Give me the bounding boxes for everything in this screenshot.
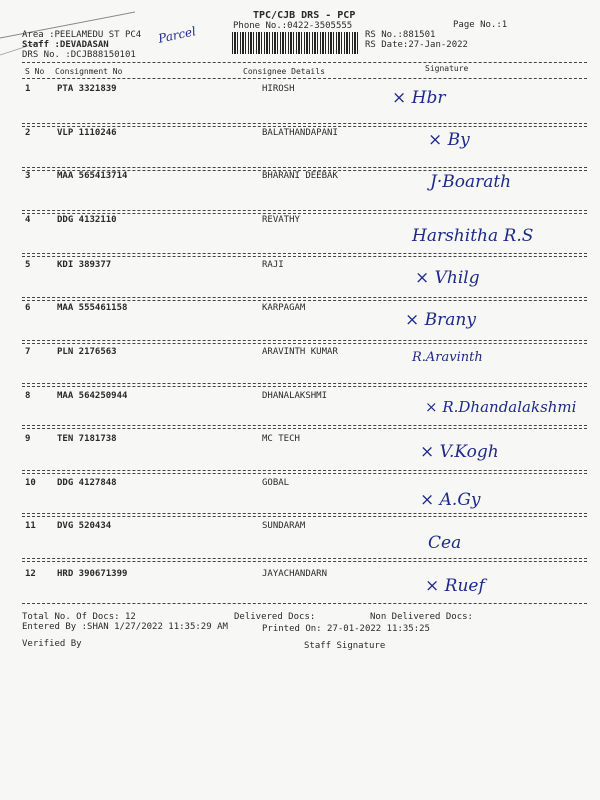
total-docs: Total No. Of Docs: 12 [22,612,136,622]
row-signature: J·Boarath [430,172,512,192]
row-signature: × Brany [405,310,476,330]
row-divider [22,425,587,426]
row-consignment: VLP 1110246 [57,128,117,138]
table-row [0,84,600,94]
area-field: Area :PEELAMEDU ST PC4 [22,30,142,40]
row-consignment: PLN 2176563 [57,347,117,357]
row-sno: 1 [25,84,31,94]
table-row [0,347,600,357]
row-consignment: TEN 7181738 [57,434,117,444]
row-consignment: KDI 389377 [57,260,112,270]
rs-date: RS Date:27-Jan-2022 [365,40,468,50]
handwritten-note: Parcel [156,24,198,46]
table-bottom-divider [22,603,587,604]
col-consignee: Consignee Details [243,67,325,76]
row-sno: 2 [25,128,31,138]
row-consignee: KARPAGAM [262,303,306,313]
table-row [0,434,600,444]
row-sno: 6 [25,303,31,313]
row-divider [22,210,587,211]
row-signature: R.Aravinth [412,350,483,365]
row-consignment: DDG 4132110 [57,215,117,225]
row-divider [22,123,587,124]
table-row [0,521,600,531]
rs-number: RS No.:881501 [365,30,436,40]
delivered-docs: Delivered Docs: [234,612,316,622]
row-sno: 11 [25,521,36,531]
row-divider [22,513,587,514]
row-sno: 12 [25,569,36,579]
document-title: TPC/CJB DRS - PCP [253,10,356,21]
row-divider [22,558,587,559]
row-consignee: GOBAL [262,478,290,488]
column-divider [22,78,587,79]
row-signature: Harshitha R.S [412,226,534,246]
row-consignment: DVG 520434 [57,521,112,531]
row-divider [22,383,587,384]
entered-by: Entered By :SHAN 1/27/2022 11:35:29 AM [22,622,228,632]
row-consignment: HRD 390671399 [57,569,128,579]
page-number: Page No.:1 [453,20,508,30]
header-divider [22,62,587,63]
staff-field: Staff :DEVADASAN [22,40,109,50]
non-delivered-docs: Non Delivered Docs: [370,612,473,622]
row-signature: × A.Gy [420,490,481,510]
row-signature: × Hbr [392,88,446,108]
staff-signature: Staff Signature [304,641,386,651]
row-consignment: MAA 565413714 [57,171,128,181]
col-sno: S No [25,67,45,76]
row-consignee: ARAVINTH KUMAR [262,347,338,357]
table-row [0,569,600,579]
row-signature: × Ruef [425,576,485,596]
row-signature: × V.Kogh [420,442,499,462]
printed-on: Printed On: 27-01-2022 11:35:25 [262,624,430,634]
row-divider [22,297,587,298]
row-divider [22,340,587,341]
row-consignee: JAYACHANDARN [262,569,328,579]
col-consignment: Consignment No [55,67,123,76]
row-sno: 3 [25,171,31,181]
row-signature: Cea [428,533,462,553]
row-divider [22,167,587,168]
row-divider [22,470,587,471]
table-row [0,128,600,138]
row-consignee: MC TECH [262,434,300,444]
row-consignment: MAA 564250944 [57,391,128,401]
row-signature: × Vhilg [415,268,480,288]
row-sno: 4 [25,215,31,225]
row-sno: 8 [25,391,31,401]
table-row [0,260,600,270]
row-consignee: SUNDARAM [262,521,306,531]
row-consignment: DDG 4127848 [57,478,117,488]
row-divider [22,253,587,254]
row-signature: × R.Dhandalakshmi [425,398,577,416]
table-row [0,478,600,488]
row-consignment: MAA 555461158 [57,303,128,313]
row-signature: × By [428,130,470,150]
row-sno: 10 [25,478,36,488]
col-signature: Signature [425,64,469,73]
row-sno: 9 [25,434,31,444]
drs-number: DRS No. :DCJB88150101 [22,50,136,60]
row-consignee: BALATHANDAPANI [262,128,338,138]
verified-by: Verified By [22,639,82,649]
row-consignee: HIROSH [262,84,295,94]
row-consignee: REVATHY [262,215,300,225]
table-row [0,215,600,225]
barcode [232,32,358,54]
row-consignee: DHANALAKSHMI [262,391,328,401]
row-sno: 7 [25,347,31,357]
row-consignment: PTA 3321839 [57,84,117,94]
row-consignee: BHARANI DEEBAK [262,171,338,181]
phone-number: Phone No.:0422-3505555 [233,21,353,31]
row-consignee: RAJI [262,260,284,270]
table-row [0,303,600,313]
row-sno: 5 [25,260,31,270]
